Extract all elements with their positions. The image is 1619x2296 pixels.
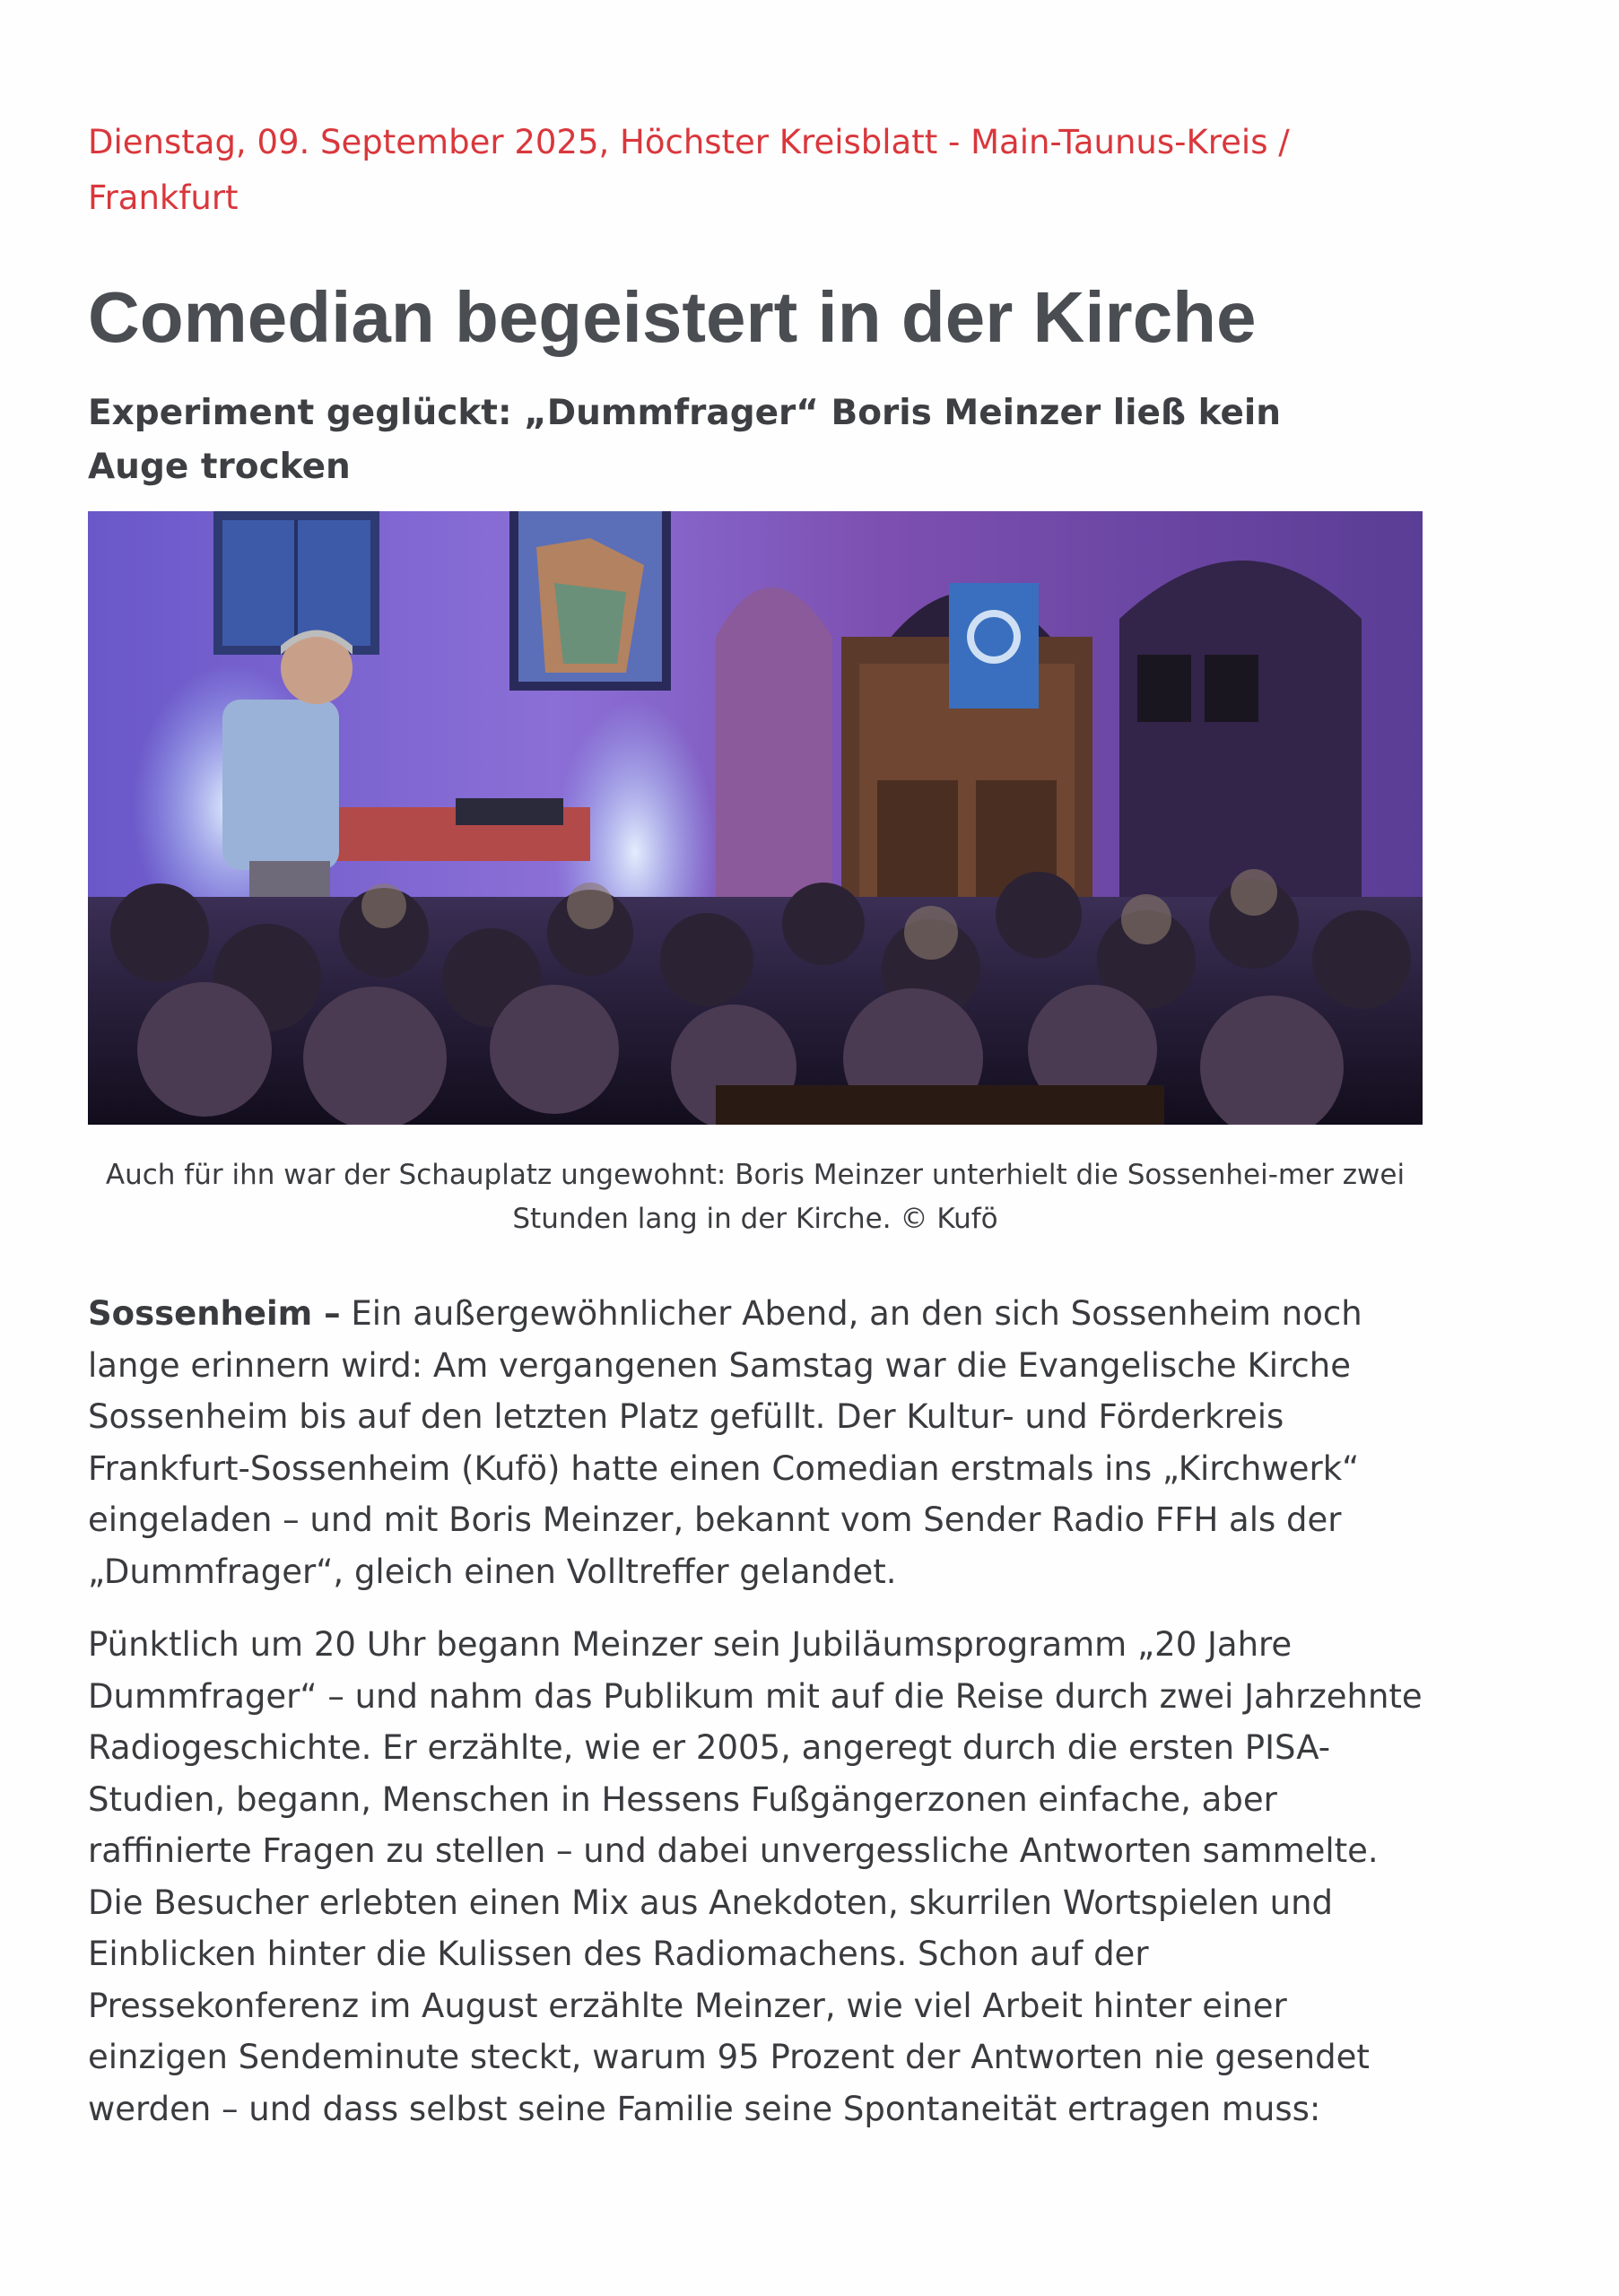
church-comedy-photo xyxy=(88,511,1423,1125)
paragraph-2: Pünktlich um 20 Uhr begann Meinzer sein Jubiläumsprogramm „20 Jahre Dummfrager“ – und nahm das Publikum mit auf die Reise durch zwei Jahrzehnte Radiogeschichte. Er erzählte, wie er 2005, angeregt durch die ersten PISA-Studien, begann, Menschen in Hessens Fußgängerzonen einfache, aber raffinierte Fragen zu stellen – und dabei unvergessliche Antworten sammelte. Die Besucher erlebten einen Mix aus Anekdoten, skurrilen Wortspielen und Einblicken hinter die Kulissen des Radiomachens. Schon auf der Pressekonferenz im August erzählte Meinzer, wie viel Arbeit hinter einer einzigen Sendeminute steckt, warum 95 Prozent der Antworten nie gesendet werden – und dass selbst seine Familie seine Spontaneität ertragen muss: xyxy=(88,1625,1423,2128)
paragraph-1-text: Ein außergewöhnlicher Abend, an den sich Sossenheim noch lange erinnern wird: Am vergangenen Samstag war die Evangelische Kirche Sossenheim bis auf den letzten Platz gefüllt. Der Kultur- und Förderkreis Frankfurt-Sossenheim (Kufö) hatte einen Comedian erstmals ins „Kirchwerk“ eingeladen – und mit Boris Meinzer, bekannt vom Sender Radio FFH als der „Dummfrager“, gleich einen Volltreffer gelandet. xyxy=(88,1294,1362,1591)
article-photo xyxy=(88,511,1423,1125)
article-headline: Comedian begeistert in der Kirche xyxy=(88,277,1257,357)
article xyxy=(88,115,1433,2128)
article-body xyxy=(88,1288,1424,2156)
paragraph-1 xyxy=(88,1288,1424,1597)
paragraph-1-lead: Sossenheim – xyxy=(88,1294,341,1333)
article-subheadline: Experiment geglückt: „Dummfrager“ Boris Meinzer ließ kein Auge trocken xyxy=(88,393,1282,487)
photo-caption: Auch für ihn war der Schauplatz ungewohnt: Boris Meinzer unterhielt die Sossenhei-mer zwei Stunden lang in der Kirche. © Kufö xyxy=(105,1159,1406,1235)
article-dateline: Dienstag, 09. September 2025, Höchster Kreisblatt - Main-Taunus-Kreis / Frankfurt xyxy=(88,123,1290,217)
